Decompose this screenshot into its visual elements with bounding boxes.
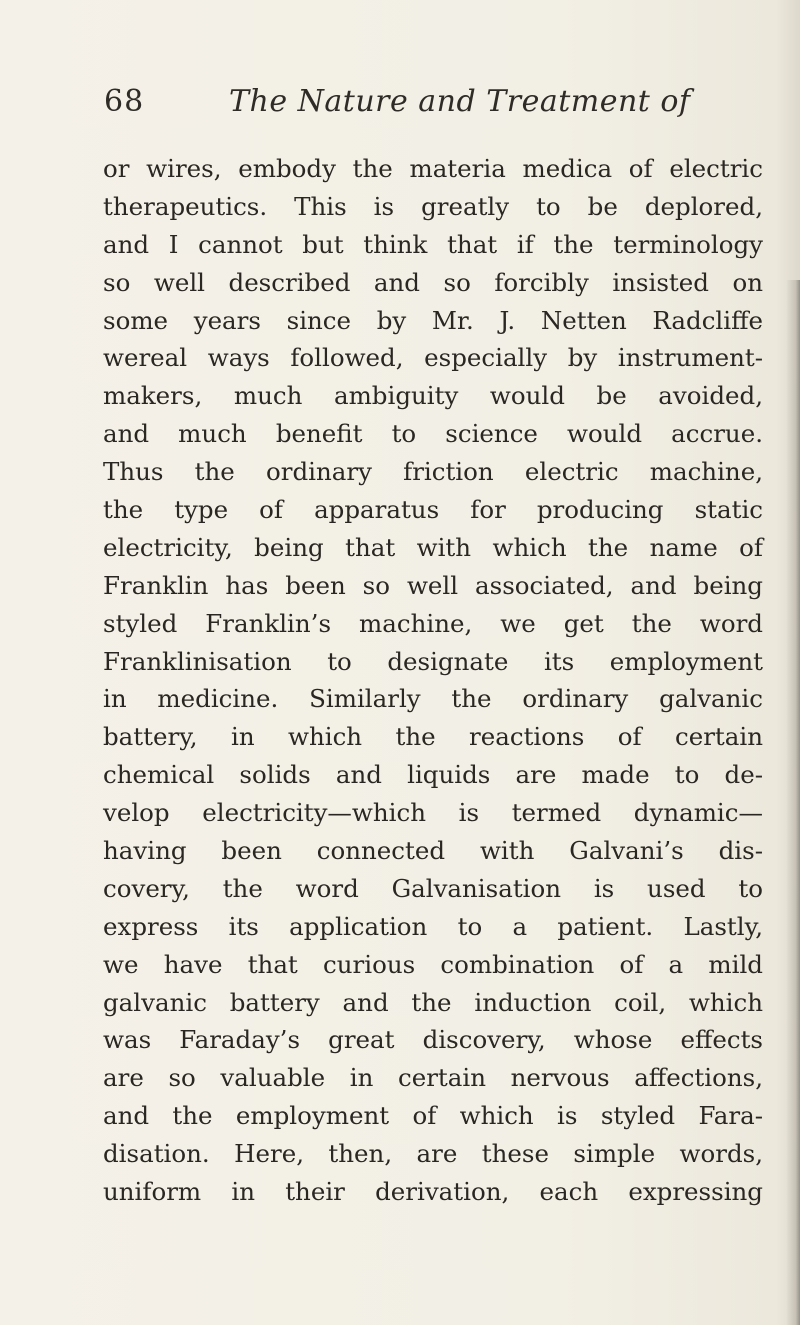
text-line: Franklinisation to designate its employment — [103, 646, 763, 676]
running-title: The Nature and Treatment of — [229, 84, 691, 119]
text-line: wereal ways followed, especially by instrument- — [103, 343, 763, 373]
text-line: styled Franklin’s machine, we get the word — [103, 608, 763, 638]
text-line: the type of apparatus for producing static — [103, 495, 763, 525]
text-line: covery, the word Galvanisation is used to — [103, 873, 763, 903]
text-line: we have that curious combination of a mild — [103, 949, 763, 979]
text-line: and the employment of which is styled Fara- — [103, 1101, 763, 1131]
body-paragraph — [103, 150, 763, 1211]
text-line: galvanic battery and the induction coil, which — [103, 987, 763, 1017]
text-line: therapeutics. This is greatly to be deplored, — [103, 191, 763, 221]
text-line: some years since by Mr. J. Netten Radcliffe — [103, 305, 763, 335]
text-line: Thus the ordinary friction electric machine, — [103, 457, 763, 487]
page-header — [104, 84, 704, 128]
text-line: are so valuable in certain nervous affections, — [103, 1063, 763, 1093]
text-line: in medicine. Similarly the ordinary galvanic — [103, 684, 763, 714]
text-line: disation. Here, then, are these simple words, — [103, 1139, 763, 1169]
text-line: makers, much ambiguity would be avoided, — [103, 381, 763, 411]
text-line: battery, in which the reactions of certain — [103, 722, 763, 752]
text-line: chemical solids and liquids are made to de- — [103, 760, 763, 790]
text-line: Franklin has been so well associated, and being — [103, 570, 763, 600]
text-line: uniform in their derivation, each expressing — [103, 1177, 763, 1207]
text-line: express its application to a patient. Lastly, — [103, 911, 763, 941]
text-line: or wires, embody the materia medica of electric — [103, 154, 763, 183]
text-line: electricity, being that with which the name of — [103, 532, 763, 562]
page-number: 68 — [104, 84, 145, 119]
text-line: and much benefit to science would accrue. — [103, 419, 763, 449]
text-line: so well described and so forcibly insisted on — [103, 267, 763, 297]
text-line: velop electricity—which is termed dynamic— — [103, 798, 763, 828]
text-line: and I cannot but think that if the terminology — [103, 229, 763, 259]
text-line: was Faraday’s great discovery, whose effects — [103, 1025, 763, 1055]
text-line: having been connected with Galvani’s dis- — [103, 836, 763, 866]
page-edge-shadow — [786, 280, 800, 1325]
